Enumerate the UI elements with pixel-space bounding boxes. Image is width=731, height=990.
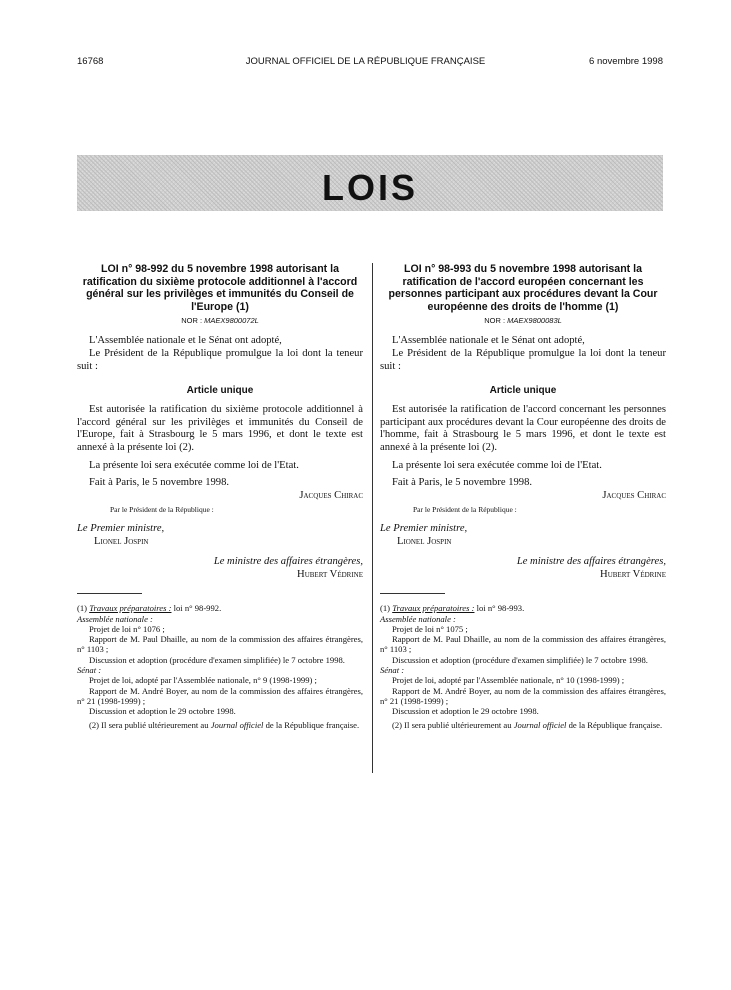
minister-name: Hubert Védrine — [297, 568, 363, 580]
paragraph: La présente loi sera exécutée comme loi de l'Etat. — [89, 459, 299, 471]
footnote-1 — [380, 603, 666, 613]
footnote-text: de la République française. — [568, 719, 663, 730]
paragraph: Fait à Paris, le 5 novembre 1998. — [392, 477, 533, 489]
footnote-text: (2) Il sera publié ultérieurement au — [392, 719, 512, 730]
pm-name: Lionel Jospin — [94, 535, 149, 547]
footnote-line: Rapport de M. Paul Dhaille, au nom de la commission des affaires étrangères, n° 1103 ; — [380, 634, 666, 655]
footnote-marker: (1) — [380, 603, 391, 614]
footnote-line: Projet de loi, adopté par l'Assemblée nationale, n° 9 (1998-1999) ; — [89, 675, 317, 686]
nor-reference — [77, 316, 363, 325]
signature-president: Jacques Chirac — [602, 489, 666, 501]
section-title: LOIS — [321, 167, 418, 208]
footnote-label: Travaux préparatoires : — [89, 603, 172, 614]
par-le-president: Par le Président de la République : — [110, 505, 214, 515]
footnotes — [77, 603, 363, 730]
journal-name: Journal officiel — [210, 719, 264, 730]
journal-name: Journal officiel — [513, 719, 567, 730]
nor-code: MAEX9800072L — [204, 316, 259, 326]
nor-code: MAEX9800083L — [507, 316, 562, 326]
law-column-right — [380, 263, 666, 730]
article-heading: Article unique — [186, 385, 254, 397]
paragraph: Fait à Paris, le 5 novembre 1998. — [89, 477, 230, 489]
paragraph: Le Président de la République promulgue la loi dont la teneur suit : — [77, 347, 363, 372]
issue-date: 6 novembre 1998 — [589, 56, 663, 67]
pm-name: Lionel Jospin — [397, 535, 452, 547]
footnote-1 — [77, 603, 363, 613]
minister-name: Hubert Védrine — [600, 568, 666, 580]
footnotes — [380, 603, 666, 730]
section-banner — [77, 155, 663, 211]
nor-label: NOR : — [181, 316, 203, 326]
footnote-heading: Sénat : — [380, 665, 405, 676]
footnote-line: Discussion et adoption le 29 octobre 1998. — [392, 706, 539, 717]
paragraph: L'Assemblée nationale et le Sénat ont adopté, — [392, 335, 585, 347]
footnote-line: Projet de loi n° 1075 ; — [392, 623, 468, 634]
footnote-text: loi n° 98-992. — [173, 603, 222, 614]
law-column-left — [77, 263, 363, 730]
footnote-text: (2) Il sera publié ultérieurement au — [89, 719, 209, 730]
paragraph: Est autorisée la ratification du sixième protocole additionnel à l'accord général sur les privilèges et immunités du Conseil de l'Europe, fait à Strasbourg le 5 mars 1996, et dont le texte est annexé à la présente loi (2). — [77, 404, 363, 453]
nor-label: NOR : — [484, 316, 506, 326]
par-le-president: Par le Président de la République : — [413, 505, 517, 515]
footnote-line: Projet de loi, adopté par l'Assemblée nationale, n° 10 (1998-1999) ; — [392, 675, 625, 686]
footnote-text: loi n° 98-993. — [476, 603, 525, 614]
nor-reference — [380, 316, 666, 325]
footnote-label: Travaux préparatoires : — [392, 603, 475, 614]
footnote-2 — [380, 720, 666, 730]
footnote-text: de la République française. — [265, 719, 360, 730]
signature-president: Jacques Chirac — [299, 489, 363, 501]
footnote-line: Discussion et adoption (procédure d'examen simplifiée) le 7 octobre 1998. — [89, 654, 345, 665]
minister-title: Le ministre des affaires étrangères, — [516, 556, 666, 568]
footnote-rule — [380, 593, 445, 594]
minister-title: Le ministre des affaires étrangères, — [213, 556, 363, 568]
paragraph: La présente loi sera exécutée comme loi de l'Etat. — [392, 459, 602, 471]
law-title: LOI n° 98-992 du 5 novembre 1998 autorisant la ratification du sixième protocole additionnel à l'accord général sur les privilèges et immunités du Conseil de l'Europe (1) — [82, 263, 358, 313]
pm-title: Le Premier ministre, — [77, 522, 165, 534]
law-title: LOI n° 98-993 du 5 novembre 1998 autorisant la ratification de l'accord européen concernant les personnes participant aux procédures devant la Cour européenne des droits de l'homme (1) — [388, 263, 658, 313]
footnote-line: Discussion et adoption le 29 octobre 1998. — [89, 706, 236, 717]
footnote-heading: Assemblée nationale : — [77, 613, 153, 624]
pm-title: Le Premier ministre, — [380, 522, 468, 534]
footnote-line: Rapport de M. Paul Dhaille, au nom de la commission des affaires étrangères, n° 1103 ; — [77, 634, 363, 655]
footnote-rule — [77, 593, 142, 594]
footnote-line: Projet de loi n° 1076 ; — [89, 623, 165, 634]
footnote-line: Rapport de M. André Boyer, au nom de la commission des affaires étrangères, n° 21 (1998-1999) ; — [380, 685, 666, 706]
column-divider — [372, 263, 373, 773]
page-number: 16768 — [77, 56, 104, 67]
paragraph: Le Président de la République promulgue la loi dont la teneur suit : — [380, 347, 666, 372]
footnote-line: Rapport de M. André Boyer, au nom de la commission des affaires étrangères, n° 21 (1998-1999) ; — [77, 685, 363, 706]
paragraph: Est autorisée la ratification de l'accord concernant les personnes participant aux procédures devant la Cour européenne des droits de l'homme, fait à Strasbourg le 5 mars 1996, et dont le texte est annexé à la présente loi (2). — [380, 404, 666, 453]
footnote-heading: Assemblée nationale : — [380, 613, 456, 624]
footnote-marker: (1) — [77, 603, 88, 614]
journal-title: JOURNAL OFFICIEL DE LA RÉPUBLIQUE FRANÇAISE — [245, 56, 486, 67]
footnote-heading: Sénat : — [77, 665, 102, 676]
article-heading: Article unique — [489, 385, 557, 397]
footnote-line: Discussion et adoption (procédure d'examen simplifiée) le 7 octobre 1998. — [392, 654, 648, 665]
footnote-2 — [77, 720, 363, 730]
paragraph: L'Assemblée nationale et le Sénat ont adopté, — [89, 335, 282, 347]
